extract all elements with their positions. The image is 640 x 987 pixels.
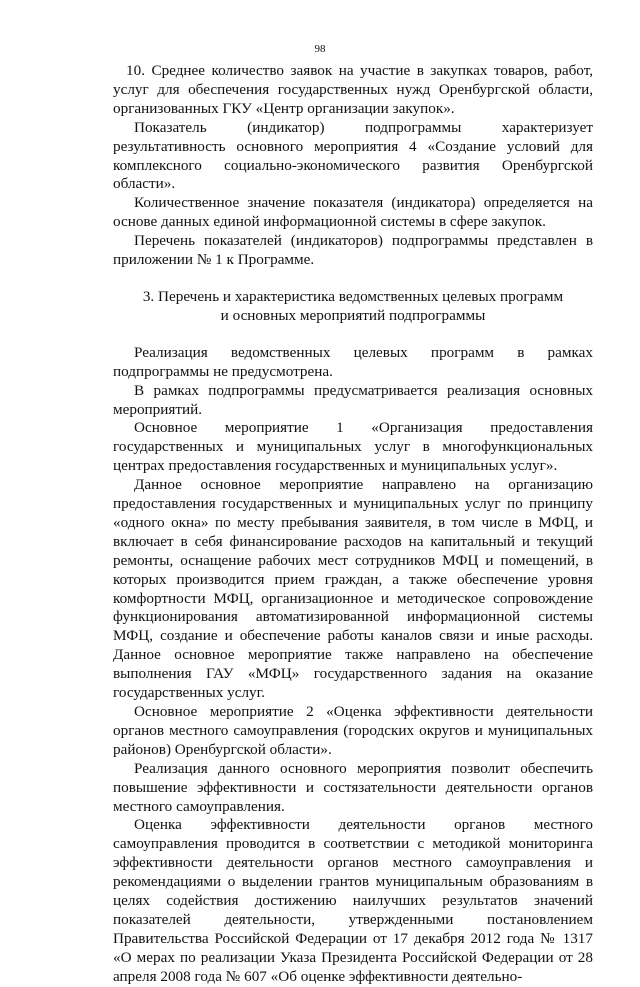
section-heading — [113, 288, 593, 326]
paragraph: Количественное значение показателя (индикатора) определяется на основе данных единой информационной системы в сфере закупок. — [113, 194, 593, 231]
paragraph: В рамках подпрограммы предусматривается реализация основных мероприятий. — [113, 381, 593, 418]
paragraph: Основное мероприятие 1 «Организация предоставления государственных и муниципальных услуг в многофункциональных центрах предоставления государственных и муниципальных услуг». — [113, 419, 593, 475]
paragraph: Основное мероприятие 2 «Оценка эффективности деятельности органов местного самоуправления (городских округов и муниципальных районов) Оренбургской области». — [113, 703, 593, 758]
paragraph: Реализация данного основного мероприятия позволит обеспечить повышение эффективности и состязательности деятельности органов местного самоуправления. — [113, 759, 593, 815]
paragraph: 10. Среднее количество заявок на участие в закупках товаров, работ, услуг для обеспечения государственных нужд Оренбургской области, организованных ГКУ «Центр организации закупок». — [113, 62, 593, 117]
page-number: 98 — [314, 43, 326, 55]
paragraph: Оценка эффективности деятельности органов местного самоуправления проводится в соответствии с методикой мониторинга эффективности деятельности органов местного самоуправления и рекомендациями о выделении грантов муниципальным образованиям в целях содействия достижению наилучших результатов значений показателей деятельности, утвержденными постановлением Правительства Российской Федерации от 17 декабря 2012 года № 1317 «О мерах по реализации Указа Президента Российской Федерации от 28 апреля 2008 года № 607 «Об оценке эффективности деятельно- — [113, 816, 593, 985]
section-heading-line: и основных мероприятий подпрограммы — [220, 306, 486, 324]
paragraph: Данное основное мероприятие направлено на организацию предоставления государственных и муниципальных услуг по принципу «одного окна» по месту пребывания заявителя, в том числе в МФЦ, и включает в себя финансирование расходов на капитальный и текущий ремонты, оснащение рабочих мест сотрудников МФЦ и помещений, в которых производится прием граждан, а также обеспечение уровня комфортности МФЦ, организационное и методическое сопровождение функционирования автоматизированной информационной системы МФЦ, создание и обеспечение работы каналов связи и иные расходы. Данное основное мероприятие также направлено на обеспечение выполнения ГАУ «МФЦ» государственного задания на оказание государственных услуг. — [113, 476, 593, 702]
paragraph: Перечень показателей (индикаторов) подпрограммы представлен в приложении № 1 к Программе. — [113, 232, 593, 269]
paragraph: Показатель (индикатор) подпрограммы характеризует результативность основного мероприятия 4 «Создание условий для комплексного социально-экономического развития Оренбургской области». — [113, 118, 593, 193]
paragraph: Реализация ведомственных целевых программ в рамках подпрограммы не предусмотрена. — [113, 343, 593, 380]
document-body — [113, 62, 593, 987]
section-heading-line: 3. Перечень и характеристика ведомственных целевых программ — [142, 287, 564, 305]
